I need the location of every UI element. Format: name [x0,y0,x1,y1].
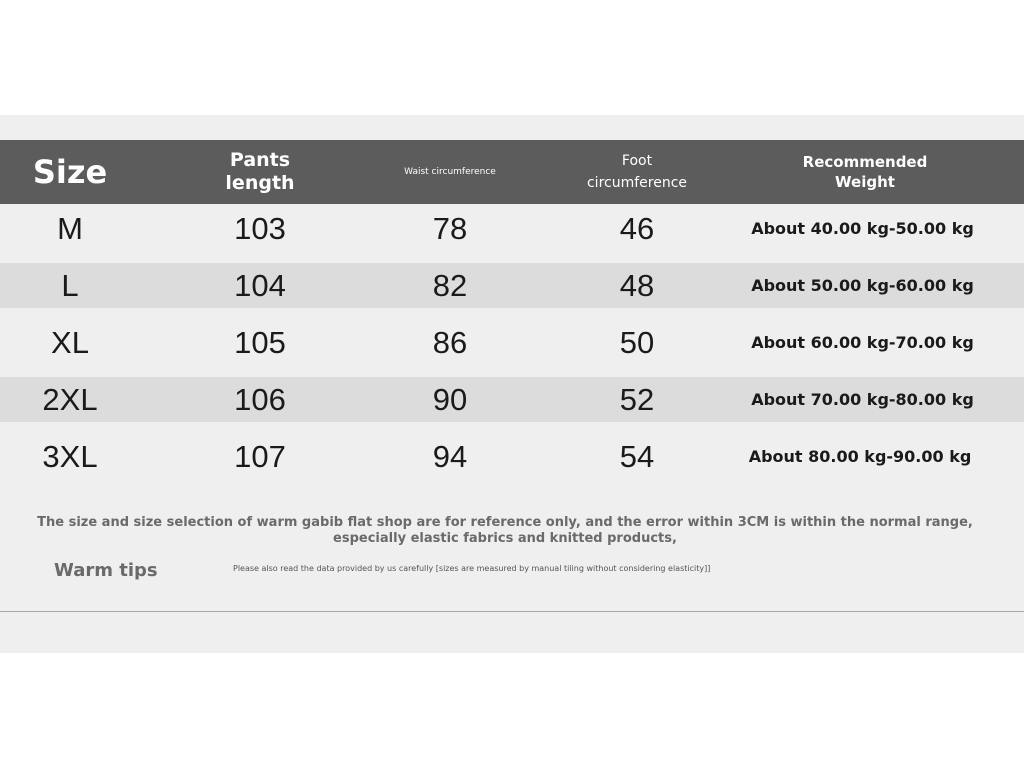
size-cell: L [61,267,79,303]
header-foot-circumference [557,140,717,204]
foot-cell: 48 [619,267,655,303]
header-pants-length-line1: Pants [229,149,291,171]
table-header [0,140,1024,204]
pants-length-cell: 107 [234,438,286,474]
foot-cell: 54 [619,438,655,474]
waist-cell: 82 [432,267,468,303]
header-foot-line1: Foot [621,153,653,169]
pants-length-cell: 105 [234,324,286,360]
header-weight-line2: Weight [835,173,895,191]
header-weight-line1: Recommended [802,153,928,171]
table-row [0,377,1024,422]
weight-cell: About 40.00 kg-50.00 kg [751,218,974,238]
waist-cell: 94 [432,438,468,474]
weight-cell: About 80.00 kg-90.00 kg [748,446,972,466]
header-recommended-weight [765,140,965,204]
table-row [0,206,1024,251]
warm-tips-text: Please also read the data provided by us carefully [sizes are measured by manual tiling without considering elasticity]] [233,564,711,573]
waist-cell: 90 [432,381,468,417]
waist-cell: 86 [432,324,468,360]
header-waist-circumference: Waist circumference [404,167,496,177]
weight-cell: About 60.00 kg-70.00 kg [751,332,974,352]
warm-tips-label: Warm tips [54,560,158,581]
size-cell: XL [51,324,89,360]
table-row [0,263,1024,308]
divider [0,611,1024,612]
header-size: Size [32,153,108,191]
pants-length-cell: 103 [234,210,286,246]
pants-length-cell: 104 [234,267,286,303]
note-line-2: especially elastic fabrics and knitted products, [333,531,677,546]
size-cell: M [57,210,83,246]
foot-cell: 46 [619,210,655,246]
size-cell: 3XL [42,438,98,474]
waist-cell: 78 [432,210,468,246]
foot-cell: 52 [619,381,655,417]
note-line-1: The size and size selection of warm gabib flat shop are for reference only, and the error within 3CM is within the normal range, [37,515,973,530]
size-cell: 2XL [42,381,98,417]
table-row [0,434,1024,479]
table-row [0,320,1024,365]
foot-cell: 50 [619,324,655,360]
header-foot-line2: circumference [586,175,688,191]
header-pants-length [180,140,340,204]
header-pants-length-line2: length [225,172,295,194]
weight-cell: About 70.00 kg-80.00 kg [751,389,974,409]
weight-cell: About 50.00 kg-60.00 kg [751,275,974,295]
size-chart-panel [0,115,1024,653]
pants-length-cell: 106 [234,381,286,417]
size-disclaimer-note [20,515,990,547]
